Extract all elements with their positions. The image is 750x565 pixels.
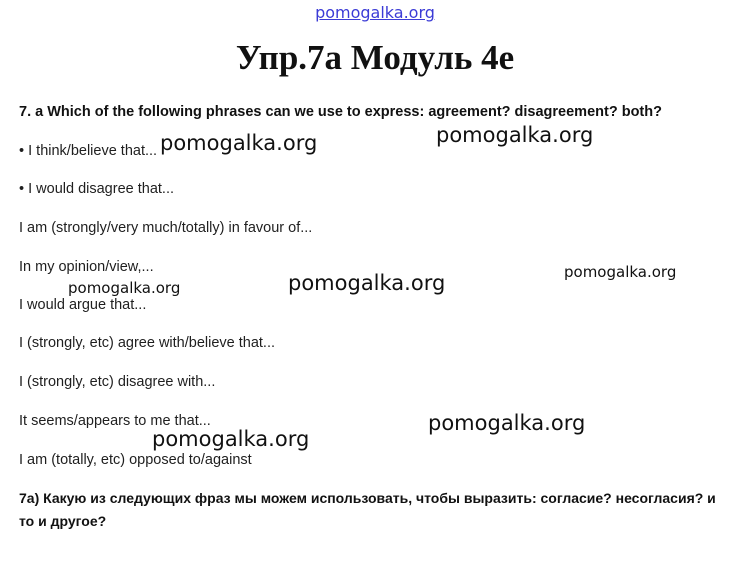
phrase-item: • I would disagree that... xyxy=(19,181,174,197)
phrase-item: I am (totally, etc) opposed to/against xyxy=(19,452,252,468)
page-title: Упр.7а Модуль 4е xyxy=(235,38,515,77)
russian-translation: 7а) Какую из следующих фраз мы можем использовать, чтобы выразить: согласие? несогласия? и то и другое? xyxy=(19,490,716,529)
watermark: pomogalka.org xyxy=(436,123,594,147)
phrase-item: It seems/appears to me that... xyxy=(19,413,211,429)
site-link[interactable]: pomogalka.org xyxy=(315,3,435,22)
phrase-item: I (strongly, etc) agree with/believe that... xyxy=(19,335,276,351)
watermark: pomogalka.org xyxy=(68,279,181,297)
watermark: pomogalka.org xyxy=(288,271,446,295)
watermark: pomogalka.org xyxy=(564,263,677,281)
phrase-item: • I think/believe that... xyxy=(19,143,158,159)
exercise-question: 7. a Which of the following phrases can we use to express: agreement? disagreement? both? xyxy=(19,104,662,120)
watermark: pomogalka.org xyxy=(152,427,310,451)
phrase-item: I (strongly, etc) disagree with... xyxy=(19,374,216,390)
watermark: pomogalka.org xyxy=(428,411,586,435)
phrase-item: In my opinion/view,... xyxy=(19,259,154,275)
watermark: pomogalka.org xyxy=(160,131,318,155)
phrase-item: I am (strongly/very much/totally) in favour of... xyxy=(19,220,313,236)
phrase-item: I would argue that... xyxy=(19,297,147,313)
